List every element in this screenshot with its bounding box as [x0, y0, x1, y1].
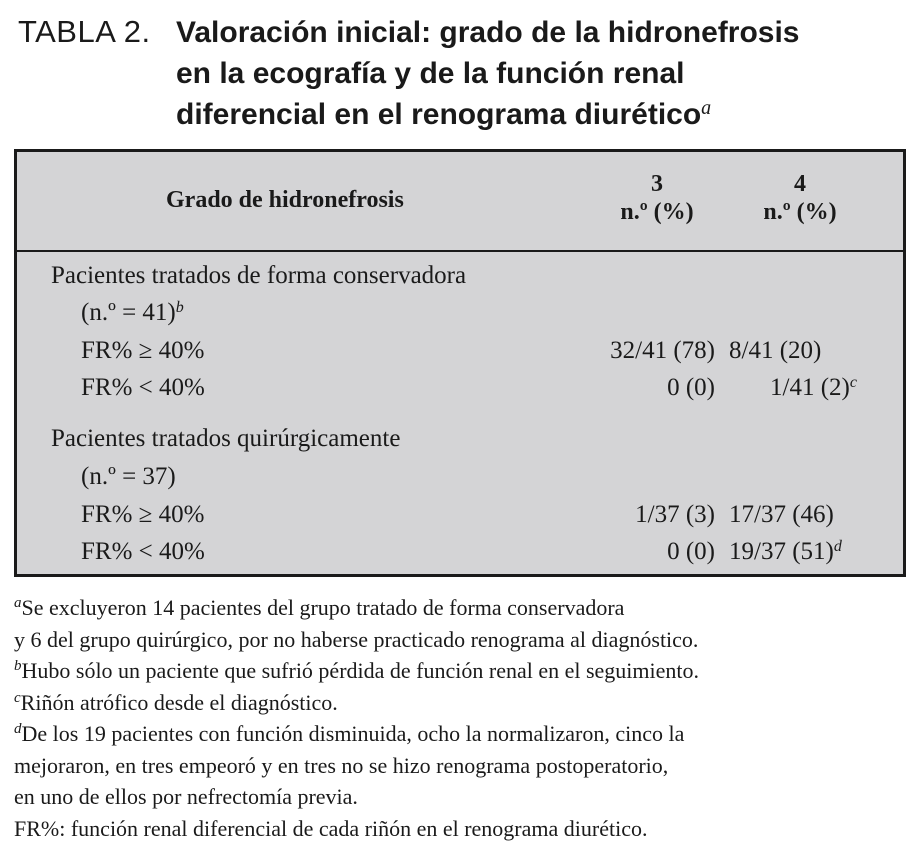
row-label: FR% ≥ 40% — [81, 501, 205, 528]
footnote — [14, 624, 909, 656]
footnote — [14, 687, 909, 719]
table-header — [17, 152, 903, 252]
row-label: FR% < 40% — [81, 538, 205, 565]
group-title: Pacientes tratados quirúrgicamente — [51, 425, 401, 452]
footnote — [14, 781, 909, 813]
footnote-marker: a — [701, 97, 712, 119]
cell-grade-4 — [770, 374, 857, 402]
footnote-text: en uno de ellos por nefrectomía previa. — [14, 784, 358, 809]
table-row — [17, 374, 903, 410]
cell-grade-3: 1/37 (3) — [635, 501, 715, 528]
footnote-text: mejoraron, en tres empeoró y en tres no se hizo renograma postoperatorio, — [14, 752, 669, 778]
footnote-marker: b — [14, 658, 22, 674]
cell-grade-4: 17/37 (46) — [729, 501, 834, 528]
footnote-text: De los 19 pacientes con función disminuida, ocho la normalizaron, cinco la — [21, 721, 685, 746]
table-row — [17, 538, 903, 574]
footnote-text: Se excluyeron 14 pacientes del grupo tratado de forma conservadora — [21, 595, 625, 620]
cell-grade-4 — [729, 538, 842, 566]
footnote-marker: a — [14, 595, 22, 611]
heading-line-text: diferencial en el renograma diurético — [176, 98, 702, 131]
cell-grade-3: 0 (0) — [667, 374, 715, 401]
header-grade-label: Grado de hidronefrosis — [166, 187, 404, 213]
footnote-marker: d — [833, 538, 842, 555]
footnote-text: Riñón atrófico desde el diagnóstico. — [20, 689, 338, 715]
group-title-row — [17, 425, 903, 461]
row-label: FR% < 40% — [81, 374, 205, 401]
group-count-row — [17, 463, 903, 499]
footnote-text: y 6 del grupo quirúrgico, por no haberse practicado renograma al diagnóstico. — [14, 626, 699, 652]
cell-grade-3: 32/41 (78) — [610, 337, 715, 364]
header-unit: n.º (%) — [763, 199, 837, 225]
footnote-marker: c — [849, 374, 857, 391]
heading-line: en la ecografía y de la función renal — [176, 57, 685, 90]
header-grade-number: 4 — [794, 171, 806, 197]
heading-line — [176, 94, 896, 135]
footnote — [14, 592, 909, 624]
footnote — [14, 655, 909, 687]
cell-grade-4: 8/41 (20) — [729, 337, 822, 364]
group-count — [81, 299, 184, 327]
cell-grade-4-text: 1/41 (2) — [770, 374, 850, 401]
table-row — [17, 501, 903, 537]
header-col-grade-4 — [735, 170, 865, 226]
heading-line: Valoración inicial: grado de la hidronefrosis — [176, 16, 800, 49]
table-number: TABLA 2. — [18, 14, 151, 49]
header-col-grade-3 — [592, 170, 722, 226]
group-title-row — [17, 262, 903, 298]
group-count: (n.º = 37) — [81, 463, 176, 490]
table-heading — [176, 12, 896, 135]
header-grade-number: 3 — [651, 171, 663, 197]
group-count-row — [17, 299, 903, 335]
group-title: Pacientes tratados de forma conservadora — [51, 262, 467, 289]
row-label: FR% ≥ 40% — [81, 337, 205, 364]
footnote — [14, 750, 909, 782]
footnote-marker: b — [175, 299, 184, 316]
header-unit: n.º (%) — [620, 199, 694, 225]
footnotes — [14, 592, 909, 844]
cell-grade-4-text: 19/37 (51) — [729, 538, 834, 565]
group-count-text: (n.º = 41) — [81, 299, 176, 326]
footnote-marker: d — [14, 721, 22, 737]
footnote — [14, 813, 909, 845]
table-row — [17, 337, 903, 373]
data-table — [14, 149, 906, 577]
footnote — [14, 718, 909, 750]
cell-grade-3: 0 (0) — [667, 538, 715, 565]
footnote-text: FR%: función renal diferencial de cada riñón en el renograma diurético. — [14, 815, 648, 841]
footnote-marker: c — [14, 689, 21, 706]
footnote-text: Hubo sólo un paciente que sufrió pérdida de función renal en el seguimiento. — [21, 658, 700, 683]
